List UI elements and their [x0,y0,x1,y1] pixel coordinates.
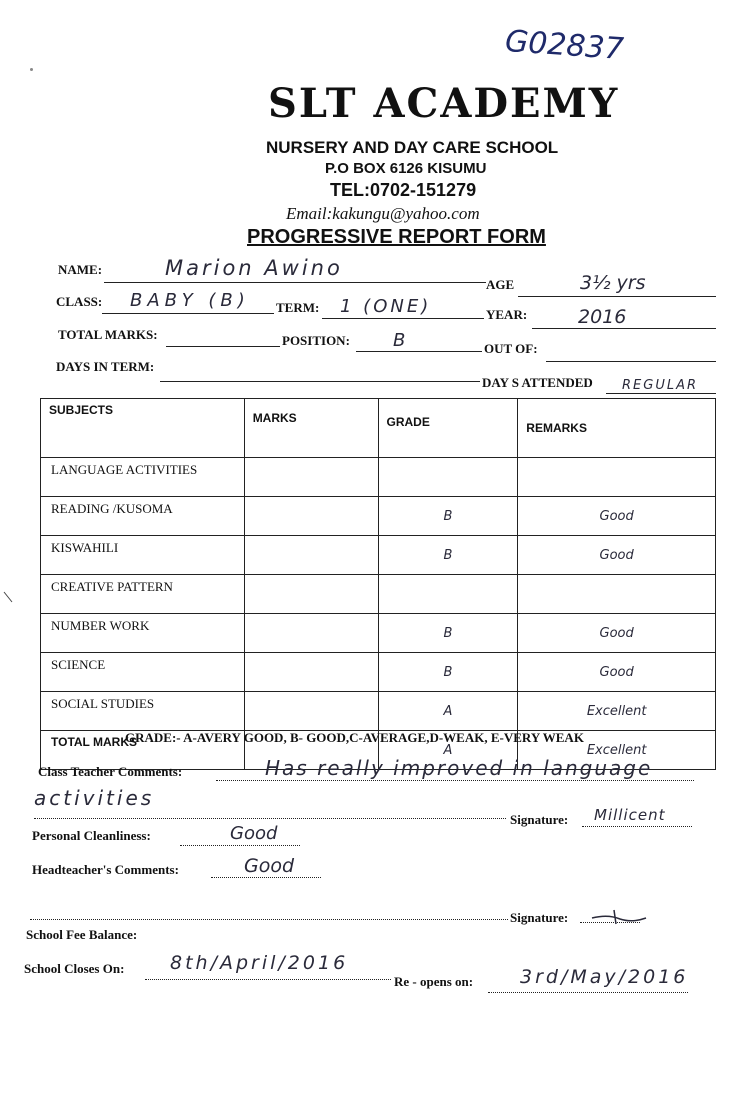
form-title: PROGRESSIVE REPORT FORM [247,226,546,248]
days-in-term-label: DAYS IN TERM: [56,359,155,374]
total-marks-line [166,346,280,347]
school-telephone: TEL:0702-151279 [330,180,477,200]
remarks-cell: Good [518,497,716,536]
marks-cell [244,575,378,614]
marks-cell [244,497,378,536]
days-in-term-line [160,381,480,382]
days-attended-line [606,393,716,394]
year-line [532,328,716,329]
table-row [41,692,716,731]
student-age: 3½ yrs [580,272,646,294]
class-teacher-comment-line1: Has really improved in language [265,756,653,780]
header-grade: GRADE [378,399,518,458]
name-line [104,282,486,283]
school-name: SLT ACADEMY [268,80,620,127]
remarks-cell [518,458,716,497]
grade-cell: B [378,614,518,653]
subject-cell: NUMBER WORK [41,614,245,653]
out-of-line [546,361,716,362]
grade-cell: A [378,692,518,731]
fee-balance-label: School Fee Balance: [26,927,138,942]
marks-cell [244,458,378,497]
remarks-cell: Excellent [518,731,716,770]
reference-number: G02837 [503,23,625,68]
marks-cell [244,614,378,653]
closes-value: 8th/April/2016 [170,952,349,974]
grade-cell [378,458,518,497]
remarks-cell: Good [518,536,716,575]
school-type: NURSERY AND DAY CARE SCHOOL [266,138,559,157]
closes-label: School Closes On: [24,961,125,976]
signature-label: Signature: [510,812,569,827]
out-of-label: OUT OF: [484,341,538,356]
days-attended-value: REGULAR [622,378,699,393]
subject-cell: LANGUAGE ACTIVITIES [41,458,245,497]
table-row [41,458,716,497]
grades-table [40,398,716,770]
header-subjects: SUBJECTS [41,399,245,458]
class-teacher-signature: Millicent [594,806,666,824]
position-label: POSITION: [282,333,350,348]
name-label: NAME: [58,262,103,277]
grade-cell: B [378,497,518,536]
headteacher-signature-mark [590,906,650,926]
table-header-row [41,399,716,458]
grade-cell: B [378,536,518,575]
reopens-line [488,992,688,993]
age-label: AGE [486,277,515,292]
reopens-label: Re - opens on: [394,974,474,989]
class-line [102,313,274,314]
grade-cell: B [378,653,518,692]
table-row [41,653,716,692]
grade-scale: GRADE:- A-AVERY GOOD, B- GOOD,C-AVERAGE,D-WEAK, E-VERY WEAK [125,730,584,745]
days-attended-label: DAY S ATTENDED [482,375,593,390]
signature-line [582,826,692,827]
term-line [322,318,484,319]
subject-cell: SCIENCE [41,653,245,692]
position-line [356,351,482,352]
student-year: 2016 [578,306,627,328]
school-email: Email:kakungu@yahoo.com [286,204,480,223]
marks-cell [244,536,378,575]
subject-cell: READING /KUSOMA [41,497,245,536]
student-class: BABY (B) [130,290,250,311]
closes-line [145,979,391,980]
remarks-cell: Good [518,614,716,653]
student-name: Marion Awino [165,256,343,280]
remarks-cell: Good [518,653,716,692]
personal-cleanliness-label: Personal Cleanliness: [32,828,151,843]
stray-dot [30,68,33,71]
subject-cell: TOTAL MARKS [41,731,245,770]
subject-cell: SOCIAL STUDIES [41,692,245,731]
headteacher-label: Headteacher's Comments: [32,862,179,877]
stray-mark [2,590,14,604]
class-teacher-line [216,780,694,781]
table-row [41,536,716,575]
student-term: 1 (ONE) [340,296,432,317]
age-line [518,296,716,297]
subject-cell: CREATIVE PATTERN [41,575,245,614]
headteacher-comment: Good [244,855,295,877]
table-row [41,575,716,614]
class-teacher-line-2 [34,818,506,819]
remarks-cell: Excellent [518,692,716,731]
student-position: B [393,330,406,351]
class-teacher-comment-line2: activities [34,786,155,810]
table-row [41,497,716,536]
reopens-value: 3rd/May/2016 [520,966,689,988]
headteacher-line-2 [30,919,508,920]
marks-cell [244,692,378,731]
personal-cleanliness-line [180,845,300,846]
grade-cell [378,575,518,614]
term-label: TERM: [276,300,320,315]
headteacher-line [211,877,321,878]
table-row [41,614,716,653]
subject-cell: KISWAHILI [41,536,245,575]
headteacher-signature-label: Signature: [510,910,569,925]
school-address: P.O BOX 6126 KISUMU [325,160,487,177]
total-marks-label: TOTAL MARKS: [58,327,158,342]
year-label: YEAR: [486,307,528,322]
header-marks: MARKS [244,399,378,458]
class-label: CLASS: [56,294,103,309]
remarks-cell [518,575,716,614]
grade-cell: A [378,731,518,770]
personal-cleanliness-value: Good [230,823,278,844]
header-remarks: REMARKS [518,399,716,458]
class-teacher-label: Class Teacher Comments: [38,764,183,779]
marks-cell [244,653,378,692]
